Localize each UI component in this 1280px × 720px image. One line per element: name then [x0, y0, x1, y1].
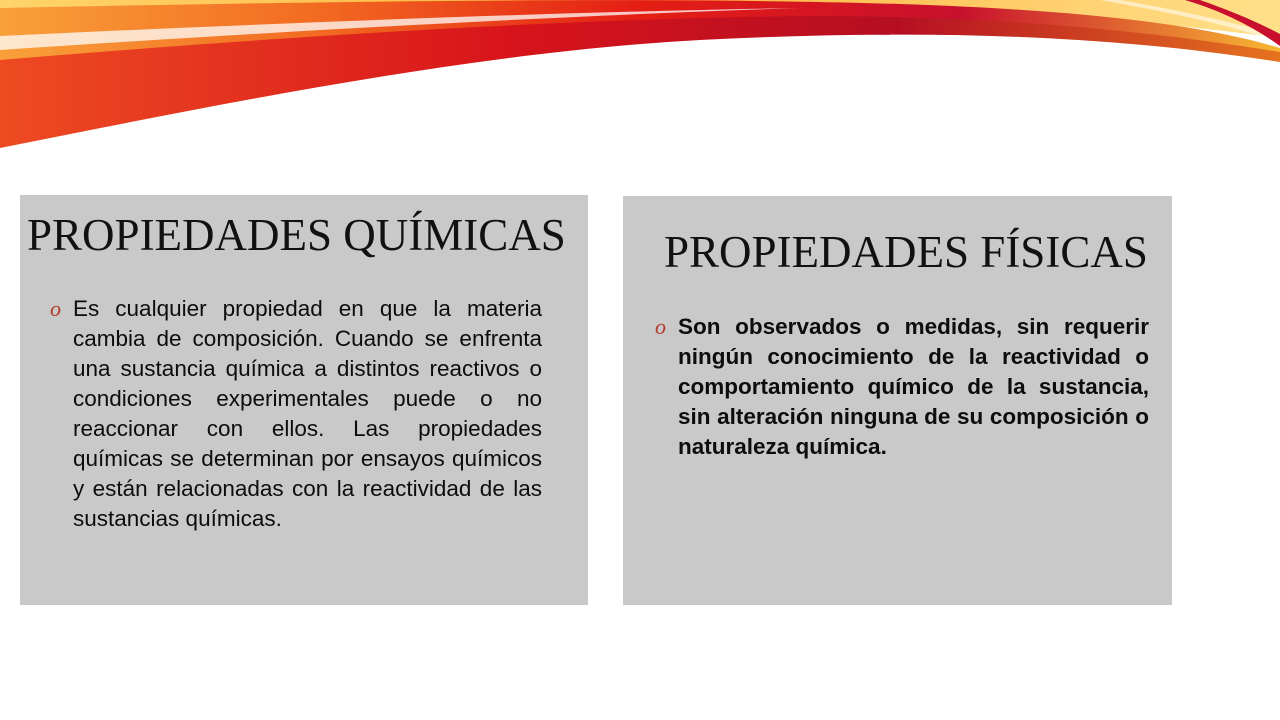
decorative-swoosh-banner [0, 0, 1280, 160]
physical-properties-bullet [655, 312, 1149, 462]
chemical-properties-bullet [50, 294, 542, 534]
physical-properties-title: PROPIEDADES FÍSICAS [664, 227, 1148, 277]
physical-properties-card [623, 196, 1172, 605]
chemical-properties-card [20, 195, 588, 605]
chemical-properties-title: PROPIEDADES QUÍMICAS [27, 210, 566, 260]
physical-properties-text: Son observados o medidas, sin requerir ningún conocimiento de la reactividad o comportamiento químico de la sustancia, sin alteración ninguna de su composición o naturaleza química. [678, 314, 1149, 459]
chemical-properties-text: Es cualquier propiedad en que la materia cambia de composición. Cuando se enfrenta una sustancia química a distintos reactivos o condiciones experimentales puede o no reaccionar con ellos. Las propiedades químicas se determinan por ensayos químicos y están relacionadas con la reactividad de las sustancias químicas. [73, 296, 542, 531]
o-bullet-icon: o [655, 314, 666, 339]
o-bullet-icon: o [50, 296, 61, 321]
